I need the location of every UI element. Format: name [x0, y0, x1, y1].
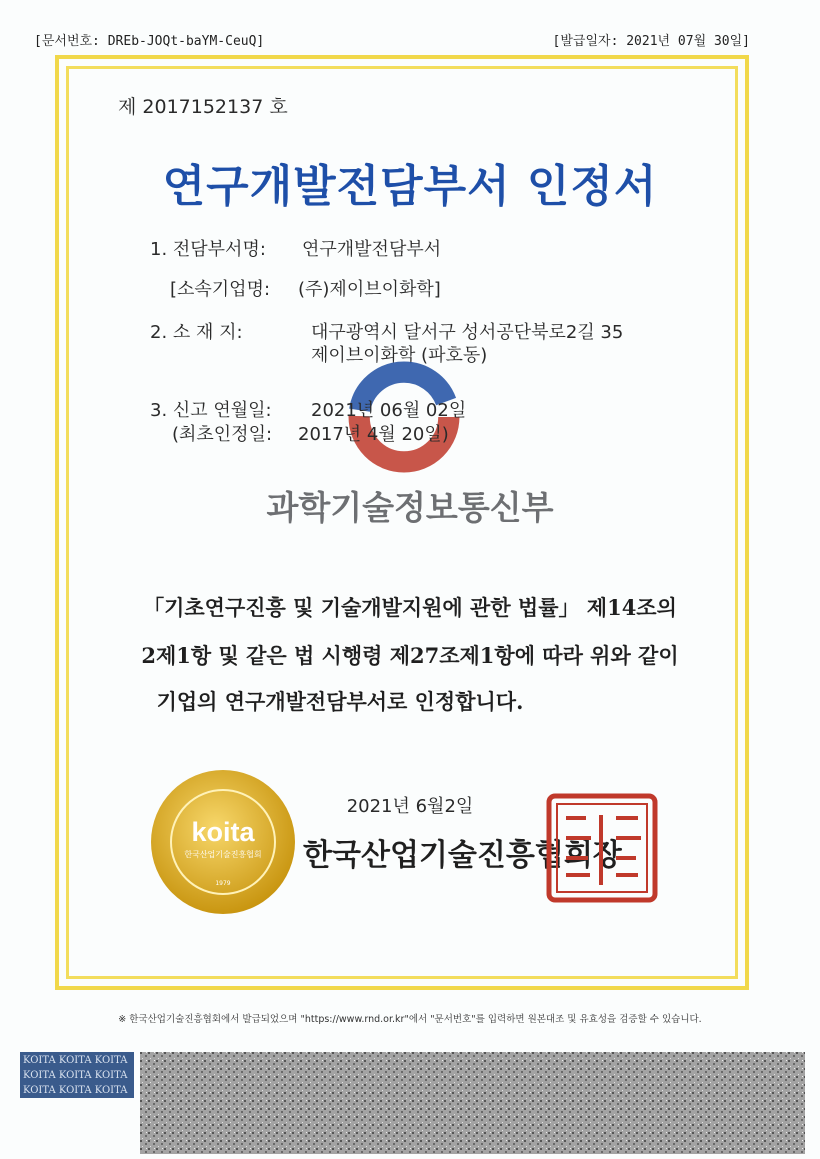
verification-note: ※ 한국산업기술진흥협회에서 발급되었으며 "https://www.rnd.or.kr"에서 "문서번호"를 입력하면 원본대조 및 유효성을 검증할 수 있습니다. — [118, 1014, 702, 1025]
field-value-company: (주)제이브이화학] — [298, 279, 441, 300]
field-value-dept: 연구개발전담부서 — [302, 239, 442, 260]
field-value-report-date: 2021년 06월 02일 — [311, 400, 467, 421]
document-number: [문서번호: DREb-JOQt-baYM-CeuQ] — [34, 34, 265, 49]
certificate-title: 연구개발전담부서 인정서 — [162, 161, 658, 212]
koita-watermark: KOITA KOITA KOITA KOITA KOITA KOITA KOITA KOITA KOITA — [20, 1052, 134, 1098]
koita-year-text: 1979 — [215, 880, 231, 887]
field-value-address: 대구광역시 달서구 성서공단북로2길 35 — [311, 322, 624, 343]
koita-logo-text: koita — [191, 817, 255, 847]
koita-korean-text: 한국산업기술진흥협회 — [184, 850, 262, 859]
law-text-line-3: 기업의 연구개발전담부서로 인정합니다. — [156, 689, 524, 714]
koita-seal-icon — [148, 767, 298, 917]
official-red-seal-icon — [546, 793, 658, 903]
field-value-address-2: 제이브이화학 (파호동) — [311, 345, 488, 366]
ministry-name: 과학기술정보통신부 — [266, 488, 554, 527]
certificate-number: 제 2017152137 호 — [118, 96, 288, 118]
field-label-company: [소속기업명: — [170, 279, 271, 300]
field-label-report-date: 3. 신고 연월일: — [150, 400, 272, 421]
field-label-address: 2. 소 재 지: — [150, 322, 243, 343]
security-noise-pattern — [140, 1052, 805, 1154]
certificate-date: 2021년 6월2일 — [346, 796, 474, 817]
law-text-line-1: 「기초연구진흥 및 기술개발지원에 관한 법률」 제14조의 — [143, 595, 677, 620]
issuer-name: 한국산업기술진흥협회장 — [303, 838, 622, 873]
field-label-first-date: (최초인정일: — [172, 424, 273, 445]
field-label-dept: 1. 전담부서명: — [150, 239, 266, 260]
law-text-line-2: 2제1항 및 같은 법 시행령 제27조제1항에 따라 위와 같이 — [141, 643, 679, 668]
field-value-first-date: 2017년 4월 20일) — [298, 424, 449, 445]
issue-date: [발급일자: 2021년 07월 30일] — [552, 34, 750, 49]
